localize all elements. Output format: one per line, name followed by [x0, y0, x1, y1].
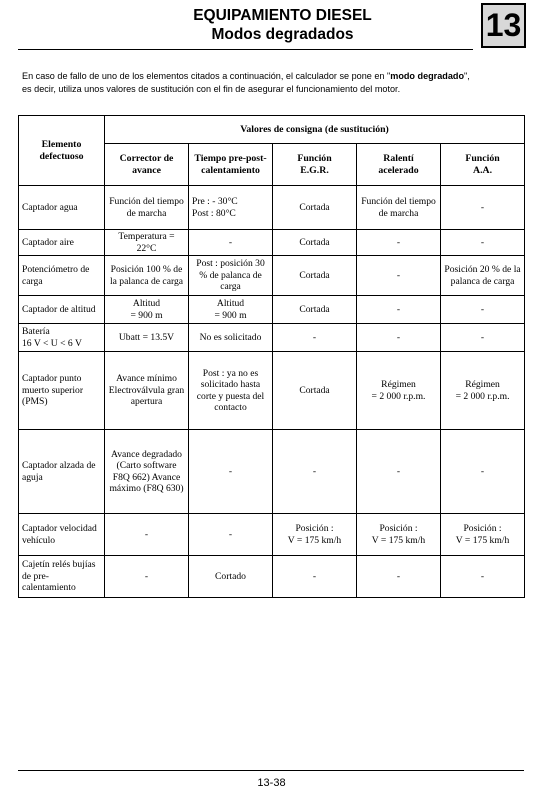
table-cell: No es solicitado: [189, 324, 273, 352]
row-element-label: Potenciómetro de carga: [19, 256, 105, 296]
table-row: [19, 352, 525, 430]
table-cell: Pre : - 30°C Post : 80°C: [189, 186, 273, 230]
table-row: [19, 256, 525, 296]
table-cell: Régimen = 2 000 r.p.m.: [357, 352, 441, 430]
table-cell: Avance mínimo Electroválvula gran apertura: [105, 352, 189, 430]
table-cell: -: [441, 230, 525, 256]
row-element-label: Batería 16 V < U < 6 V: [19, 324, 105, 352]
intro-text-1: En caso de fallo de uno de los elementos citados a continuación, el calculador se pone en ": [22, 71, 391, 81]
table-cell: Régimen = 2 000 r.p.m.: [441, 352, 525, 430]
table-cell: -: [357, 556, 441, 598]
intro-text-2: ",: [464, 71, 470, 81]
column-header: [273, 144, 357, 186]
title-line-1: EQUIPAMIENTO DIESEL: [193, 7, 372, 24]
header-group: Valores de consigna (de sustitución): [105, 116, 525, 144]
header-rule: [18, 49, 473, 50]
page-number: 13-38: [257, 777, 286, 789]
column-header-line-2: A.A.: [473, 164, 493, 176]
title-line-2: Modos degradados: [211, 26, 354, 43]
table-cell: -: [441, 296, 525, 324]
table-cell: Cortada: [273, 230, 357, 256]
intro-text-3: es decir, utiliza unos valores de sustitución con el fin de asegurar el funcionamiento del motor.: [22, 83, 401, 94]
footer-rule: [18, 770, 524, 771]
table-cell: -: [441, 556, 525, 598]
table-cell: -: [441, 186, 525, 230]
table-cell: Cortado: [189, 556, 273, 598]
table-row: [19, 430, 525, 514]
row-element-label: Captador punto muerto superior (PMS): [19, 352, 105, 430]
column-header-line-2: calentamiento: [201, 164, 260, 176]
table-row: [19, 514, 525, 556]
table-cell: -: [273, 430, 357, 514]
column-header-line-1: Función: [465, 153, 500, 164]
row-element-label: Captador de altitud: [19, 296, 105, 324]
table-cell: Altitud = 900 m: [189, 296, 273, 324]
header-element: Elemento defectuoso: [19, 116, 105, 186]
column-header-line-1: Tiempo pre-post-: [194, 153, 267, 164]
column-header: [441, 144, 525, 186]
table-cell: Cortada: [273, 352, 357, 430]
substitution-values-table: [18, 115, 525, 598]
table-cell: Cortada: [273, 296, 357, 324]
table-cell: -: [441, 430, 525, 514]
row-element-label: Captador agua: [19, 186, 105, 230]
table-cell: -: [441, 324, 525, 352]
column-header: [357, 144, 441, 186]
table-cell: Post : posición 30 % de palanca de carga: [189, 256, 273, 296]
table-row: [19, 230, 525, 256]
table-row: [19, 186, 525, 230]
table-cell: Función del tiempo de marcha: [357, 186, 441, 230]
row-element-label: Captador aire: [19, 230, 105, 256]
table-cell: -: [273, 324, 357, 352]
table-row: [19, 556, 525, 598]
table-cell: -: [189, 514, 273, 556]
table-cell: -: [357, 296, 441, 324]
table-cell: -: [189, 230, 273, 256]
column-header-line-2: acelerado: [378, 164, 419, 176]
table-row: [19, 296, 525, 324]
table-cell: Altitud = 900 m: [105, 296, 189, 324]
table-row: [19, 324, 525, 352]
table-cell: -: [105, 556, 189, 598]
table-cell: Avance degradado (Carto software F8Q 662) Avance máximo (F8Q 630): [105, 430, 189, 514]
table-cell: -: [189, 430, 273, 514]
table-cell: Posición 100 % de la palanca de carga: [105, 256, 189, 296]
table-cell: Temperatura = 22°C: [105, 230, 189, 256]
table-cell: -: [105, 514, 189, 556]
column-header: [189, 144, 273, 186]
table-cell: Ubatt = 13.5V: [105, 324, 189, 352]
column-header-line-2: E.G.R.: [300, 164, 329, 176]
row-element-label: Captador velocidad vehículo: [19, 514, 105, 556]
table-cell: Posición 20 % de la palanca de carga: [441, 256, 525, 296]
table-cell: Cortada: [273, 186, 357, 230]
page-title: [140, 6, 425, 44]
table-cell: Posición : V = 175 km/h: [441, 514, 525, 556]
table-cell: -: [357, 430, 441, 514]
table-cell: -: [357, 230, 441, 256]
table-cell: Posición : V = 175 km/h: [273, 514, 357, 556]
chapter-number-box: 13: [481, 3, 526, 48]
column-header-line-1: Función: [297, 153, 332, 164]
row-element-label: Captador alzada de aguja: [19, 430, 105, 514]
table-cell: -: [357, 324, 441, 352]
intro-bold: modo degradado: [390, 71, 464, 81]
column-header: [105, 144, 189, 186]
table-cell: -: [357, 256, 441, 296]
table-cell: Cortada: [273, 256, 357, 296]
table-cell: Función del tiempo de marcha: [105, 186, 189, 230]
column-header-line-1: Ralentí: [383, 153, 414, 164]
column-header-line-2: avance: [132, 164, 161, 176]
intro-paragraph: [22, 70, 522, 95]
table-cell: Post : ya no es solicitado hasta corte y puesta del contacto: [189, 352, 273, 430]
table-cell: -: [273, 556, 357, 598]
row-element-label: Cajetín relés bujías de pre-calentamiento: [19, 556, 105, 598]
column-header-line-1: Corrector de: [119, 153, 174, 164]
table-cell: Posición : V = 175 km/h: [357, 514, 441, 556]
